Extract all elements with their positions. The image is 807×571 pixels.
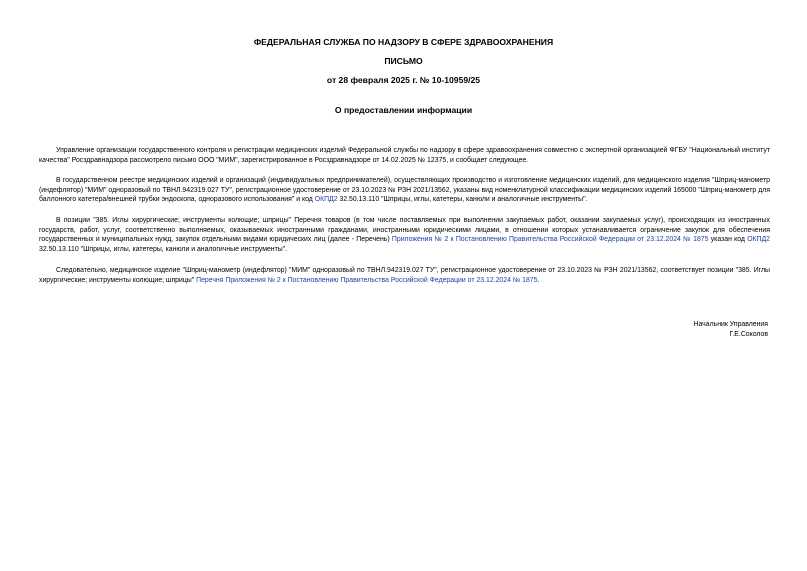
paragraph-4-tail: . [537,276,540,284]
okpd2-link-2[interactable]: ОКПД2 [747,236,771,244]
paragraph-3-tail: 32.50.13.110 "Шприцы, иглы, катетеры, канюли и аналогичные инструменты". [39,245,288,253]
document-type: ПИСЬМО [384,56,423,66]
document-subject: О предоставлении информации [334,105,473,115]
paragraph-3 [39,216,770,254]
paragraph-2 [39,176,770,205]
paragraph-1: Управление организации государственного контроля и регистрации медицинских изделий Федеральной службы по надзору в сфере здравоохранения совместно с экспертной организацией ФГБУ "Национальный институт качества" Росздравнадзора рассмотрело письмо ООО "МИМ", зарегистрированное в Росздравнадзоре от 14.02.2025 № 12375, и сообщает следующее. [39,147,770,164]
paragraph-2-tail: 32.50.13.110 "Шприцы, иглы, катетеры, канюли и аналогичные инструменты". [337,196,588,204]
list-appendix-2-link[interactable]: Перечня Приложения № 2 к Постановлению Правительства Российской Федерации от 23.12.2024 № 1875 [196,276,538,284]
signature-name: Г.Е.Соколов [729,331,768,338]
paragraph-3-text: В позиции "385. Иглы хирургические; инструменты колющие; шприцы" Перечня товаров (в том числе поставляемых при выполнении закупаемых работ, оказании закупаемых услуг), происходящих из иностранных государств, работ, услуг, соответственно выполняемых, оказываемых иностранными гражданами, иностранными юридическими лицами, в отношении которых устанавливается ограничение закупок для обеспечения государственных и муниципальных нужд, закупок отдельными видами юридических лиц (далее - Перечень) [39,217,770,244]
paragraph-2-text: В государственном реестре медицинских изделий и организаций (индивидуальных предпринимателей), осуществляющих производство и изготовление медицинских изделий, для медицинского изделия "Шприц-манометр (индефлятор) "МИМ" одноразовый по ТВНЛ.942319.027 ТУ", регистрационное удостоверение от 23.10.2023 № РЗН 2021/13562, указаны вид номенклатурной классификации медицинских изделий 165000 "Шприц-манометр для баллонного катетера/внешней трубки эндоскопа, одноразового использования" и код [39,177,770,204]
appendix-2-resolution-link[interactable]: Приложения № 2 к Постановлению Правительства Российской Федерации от 23.12.2024 № 1875 [391,236,709,244]
document-date-number: от 28 февраля 2025 г. № 10-10959/25 [326,75,481,85]
signature-position: Начальник Управления [693,321,768,328]
paragraph-3-mid: указан код [708,236,748,244]
agency-name: ФЕДЕРАЛЬНАЯ СЛУЖБА ПО НАДЗОРУ В СФЕРЕ ЗДРАВООХРАНЕНИЯ [253,37,554,47]
paragraph-4-text: Следовательно, медицинское изделие "Шприц-манометр (индефлятор) "МИМ" одноразовый по ТВНЛ.942319.027 ТУ", регистрационное удостоверение от 23.10.2023 № РЗН 2021/13562, соответствует позиции "385. Иглы хирургические; инструменты колющие; шприцы" [39,267,770,284]
paragraph-4 [39,266,770,285]
okpd2-link[interactable]: ОКПД2 [314,196,338,204]
